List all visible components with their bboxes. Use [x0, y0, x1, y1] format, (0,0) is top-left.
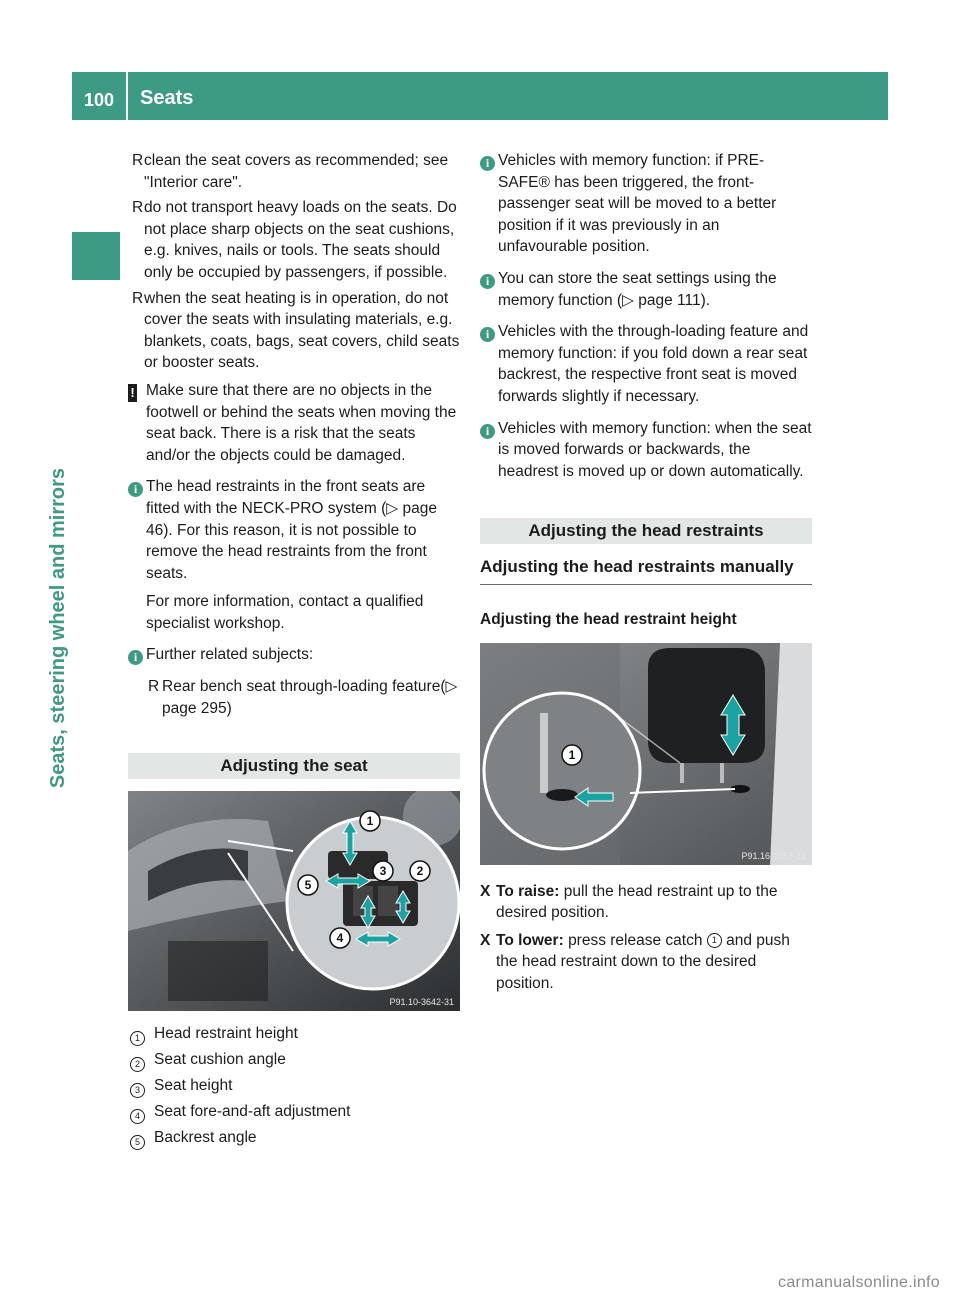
chapter-tab — [72, 232, 120, 280]
number-1-icon: 1 — [130, 1031, 145, 1046]
info-icon: i — [480, 424, 495, 439]
number-4-icon: 4 — [130, 1109, 145, 1124]
info-note: i You can store the seat settings using the memory function (▷ page 111). — [480, 268, 812, 311]
number-5-icon: 5 — [130, 1135, 145, 1150]
list-item: R when the seat heating is in operation, do not cover the seats with insulating materials, e.g. blankets, coats, bags, seat covers, child seats or booster seats. — [132, 289, 460, 372]
svg-text:2: 2 — [416, 864, 424, 879]
list-item: R do not transport heavy loads on the seats. Do not place sharp objects on the seat cushions, e.g. knives, nails or tools. The seats should only be occupied by passengers, if possible. — [132, 199, 457, 281]
info-icon: i — [128, 482, 143, 497]
legend-item: 3 Seat height — [128, 1075, 460, 1097]
legend-item: 4 Seat fore-and-aft adjustment — [128, 1101, 460, 1123]
bullet-icon: R — [132, 289, 144, 307]
subsection-heading: Adjusting the head restraints manually — [480, 556, 812, 585]
instruction-arrow-icon: X — [480, 931, 491, 949]
section-heading: Adjusting the seat — [128, 753, 460, 779]
head-restraint-illustration — [480, 643, 812, 865]
instruction-step: X To raise: pull the head restraint up to the desired position. — [480, 882, 778, 922]
sub-subsection-heading: Adjusting the head restraint height — [480, 610, 737, 628]
svg-text:1: 1 — [568, 747, 576, 762]
figure-code: P91.10-3642-31 — [389, 997, 454, 1008]
bullet-icon: R — [132, 199, 144, 217]
legend-item: 1 Head restraint height — [128, 1023, 460, 1045]
bullet-icon: R — [148, 678, 160, 696]
header-divider — [126, 72, 128, 120]
svg-text:4: 4 — [336, 931, 344, 946]
svg-text:3: 3 — [379, 864, 387, 879]
header-bar — [72, 72, 888, 120]
instruction-step: X To lower: press release catch 1 and push the head restraint down to the desired position. — [480, 931, 790, 992]
svg-text:5: 5 — [304, 878, 312, 893]
info-note: i Further related subjects: — [128, 644, 460, 666]
info-note: i Vehicles with memory function: when the seat is moved forwards or backwards, the headrest is moved up or down automatically. — [480, 418, 812, 483]
number-3-icon: 3 — [130, 1083, 145, 1098]
warning-icon: ! — [128, 384, 137, 402]
info-note: i The head restraints in the front seats are fitted with the NECK-PRO system (▷ page 46). For this reason, it is not possible to remove the head restraints from the front seats. For more information, contact a qualified specialist workshop. — [128, 476, 460, 634]
seat-controls-illustration — [128, 791, 460, 1011]
head-restraint-figure — [480, 643, 812, 865]
legend-item: 5 Backrest angle — [128, 1127, 460, 1149]
page-number: 100 — [84, 90, 115, 110]
svg-text:1: 1 — [366, 814, 374, 829]
figure-code: P91.16-2857-31 — [741, 850, 806, 861]
section-heading: Adjusting the head restraints — [480, 518, 812, 544]
warning-note: ! Make sure that there are no objects in the footwell or behind the seats when moving the seat back. There is a risk that the seats and/or the objects could be damaged. — [128, 380, 460, 466]
info-icon: i — [480, 327, 495, 342]
info-icon: i — [480, 156, 495, 171]
info-icon: i — [128, 650, 143, 665]
bullet-icon: R — [132, 152, 144, 169]
page-title: Seats — [140, 87, 194, 109]
info-note: i Vehicles with memory function: if PRE-SAFE® has been triggered, the front-passenger seat will be moved to a better position if it was previously in an unfavourable position. — [480, 150, 812, 258]
chapter-label: Seats, steering wheel and mirrors — [47, 467, 69, 789]
info-note: i Vehicles with the through-loading feature and memory function: if you fold down a rear seat backrest, the respective front seat is moved forwards slightly if necessary. — [480, 321, 812, 407]
seat-controls-figure — [128, 791, 460, 1011]
list-item: R clean the seat covers as recommended; see "Interior care". — [132, 152, 449, 191]
left-column — [128, 150, 460, 1153]
number-1-icon: 1 — [707, 933, 722, 948]
info-icon: i — [480, 274, 495, 289]
right-column — [480, 150, 812, 1000]
number-2-icon: 2 — [130, 1057, 145, 1072]
instruction-arrow-icon: X — [480, 882, 491, 900]
list-item: R Rear bench seat through-loading feature(▷ page 295) — [148, 678, 458, 717]
watermark: carmanualsonline.info — [778, 1274, 940, 1292]
legend-item: 2 Seat cushion angle — [128, 1049, 460, 1071]
